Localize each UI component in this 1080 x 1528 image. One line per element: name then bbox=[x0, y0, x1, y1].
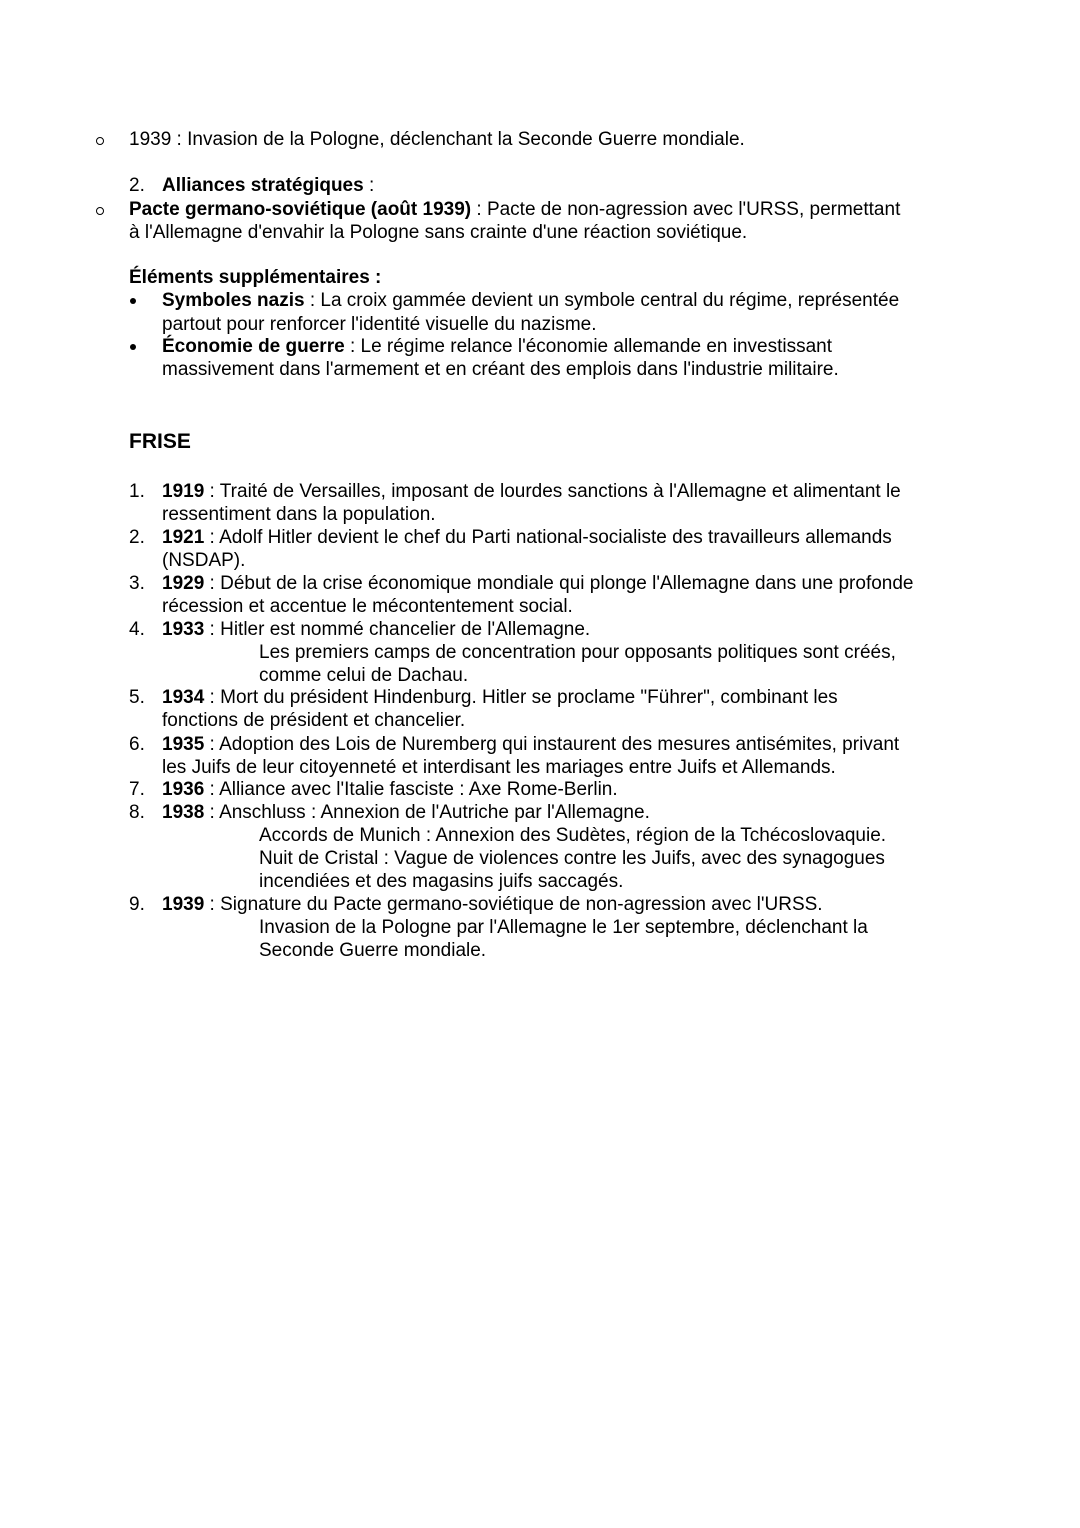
frise-item-8-year: 1938 bbox=[162, 802, 205, 823]
frise-item-1-text: : Traité de Versailles, imposant de lourdes sanctions à l'Allemagne et alimentant le bbox=[204, 481, 901, 502]
frise-number-9: 9. bbox=[129, 894, 145, 915]
frise-item-8-line-1 bbox=[162, 801, 650, 824]
frise-item-3-line-2: récession et accentue le mécontentement social. bbox=[162, 596, 573, 617]
frise-item-5-line-1 bbox=[162, 686, 838, 709]
frise-item-4-text: : Hitler est nommé chancelier de l'Allemagne. bbox=[204, 619, 591, 640]
alliances-title-bold: Alliances stratégiques bbox=[162, 175, 364, 196]
alliances-number: 2. bbox=[129, 175, 145, 196]
frise-number-6: 6. bbox=[129, 734, 145, 755]
frise-item-2-year: 1921 bbox=[162, 527, 205, 548]
hollow-bullet-icon bbox=[96, 137, 104, 145]
frise-item-3-year: 1929 bbox=[162, 573, 205, 594]
frise-item-2-text: : Adolf Hitler devient le chef du Parti national-socialiste des travailleurs allemands bbox=[204, 527, 892, 548]
extra-item-2-bold: Économie de guerre bbox=[162, 336, 345, 357]
frise-item-8-sub-1: Accords de Munich : Annexion des Sudètes, région de la Tchécoslovaquie. bbox=[259, 825, 887, 846]
frise-item-8-text: : Anschluss : Annexion de l'Autriche par l'Allemagne. bbox=[204, 802, 650, 823]
pact-text: : Pacte de non-agression avec l'URSS, permettant bbox=[471, 199, 901, 220]
extra-item-1-line-1 bbox=[162, 289, 899, 312]
frise-item-7-year: 1936 bbox=[162, 779, 205, 800]
extra-item-1-bold: Symboles nazis bbox=[162, 290, 305, 311]
frise-number-8: 8. bbox=[129, 802, 145, 823]
frise-item-5-line-2: fonctions de président et chancelier. bbox=[162, 710, 466, 731]
frise-item-2-line-2: (NSDAP). bbox=[162, 550, 246, 571]
extra-item-1-line-2: partout pour renforcer l'identité visuelle du nazisme. bbox=[162, 314, 597, 335]
frise-item-8-sub-3: incendiées et des magasins juifs saccagés. bbox=[259, 871, 624, 892]
frise-item-6-year: 1935 bbox=[162, 734, 205, 755]
frise-number-4: 4. bbox=[129, 619, 145, 640]
frise-item-8-sub-2: Nuit de Cristal : Vague de violences contre les Juifs, avec des synagogues bbox=[259, 848, 885, 869]
frise-item-6-line-2: les Juifs de leur citoyenneté et interdisant les mariages entre Juifs et Allemands. bbox=[162, 757, 836, 778]
frise-number-5: 5. bbox=[129, 687, 145, 708]
frise-item-5-year: 1934 bbox=[162, 687, 205, 708]
pact-line-2: à l'Allemagne d'envahir la Pologne sans crainte d'une réaction soviétique. bbox=[129, 222, 748, 243]
bullet-icon bbox=[130, 298, 136, 304]
frise-number-1: 1. bbox=[129, 481, 145, 502]
frise-item-1-year: 1919 bbox=[162, 481, 205, 502]
frise-item-4-year: 1933 bbox=[162, 619, 205, 640]
frise-item-9-text: : Signature du Pacte germano-soviétique de non-agression avec l'URSS. bbox=[204, 894, 823, 915]
frise-item-6-text: : Adoption des Lois de Nuremberg qui instaurent des mesures antisémites, privant bbox=[204, 734, 900, 755]
extra-heading-bold: Éléments supplémentaires : bbox=[129, 267, 382, 288]
extra-item-1-text: : La croix gammée devient un symbole central du régime, représentée bbox=[304, 290, 900, 311]
frise-number-2: 2. bbox=[129, 527, 145, 548]
frise-item-2-line-1 bbox=[162, 526, 892, 549]
frise-item-1-line-2: ressentiment dans la population. bbox=[162, 504, 436, 525]
extra-heading bbox=[129, 266, 381, 289]
frise-item-4-sub-2: comme celui de Dachau. bbox=[259, 665, 469, 686]
alliances-title bbox=[162, 174, 374, 197]
frise-item-9-year: 1939 bbox=[162, 894, 205, 915]
frise-item-3-text: : Début de la crise économique mondiale qui plonge l'Allemagne dans une profonde bbox=[204, 573, 914, 594]
frise-number-7: 7. bbox=[129, 779, 145, 800]
frise-number-3: 3. bbox=[129, 573, 145, 594]
frise-item-6-line-1 bbox=[162, 733, 899, 756]
extra-item-2-line-2: massivement dans l'armement et en créant des emplois dans l'industrie militaire. bbox=[162, 359, 839, 380]
hollow-bullet-icon bbox=[96, 207, 104, 215]
alliances-colon: : bbox=[363, 175, 375, 196]
frise-item-4-sub-1: Les premiers camps de concentration pour opposants politiques sont créés, bbox=[259, 642, 896, 663]
frise-heading: FRISE bbox=[129, 430, 191, 453]
frise-item-3-line-1 bbox=[162, 572, 914, 595]
pact-line-1 bbox=[129, 198, 900, 221]
extra-item-2-line-1 bbox=[162, 335, 832, 358]
frise-item-9-sub-2: Seconde Guerre mondiale. bbox=[259, 940, 487, 961]
top-item-text: 1939 : Invasion de la Pologne, déclenchant la Seconde Guerre mondiale. bbox=[129, 129, 745, 150]
frise-item-9-line-1 bbox=[162, 893, 823, 916]
frise-item-7-line-1 bbox=[162, 778, 618, 801]
frise-item-1-line-1 bbox=[162, 480, 901, 503]
frise-item-7-text: : Alliance avec l'Italie fasciste : Axe Rome-Berlin. bbox=[204, 779, 618, 800]
frise-item-4-line-1 bbox=[162, 618, 590, 641]
frise-item-5-text: : Mort du président Hindenburg. Hitler se proclame "Führer", combinant les bbox=[204, 687, 838, 708]
frise-item-9-sub-1: Invasion de la Pologne par l'Allemagne le 1er septembre, déclenchant la bbox=[259, 917, 868, 938]
extra-item-2-text: : Le régime relance l'économie allemande en investissant bbox=[344, 336, 833, 357]
bullet-icon bbox=[130, 344, 136, 350]
pact-bold: Pacte germano-soviétique (août 1939) bbox=[129, 199, 472, 220]
